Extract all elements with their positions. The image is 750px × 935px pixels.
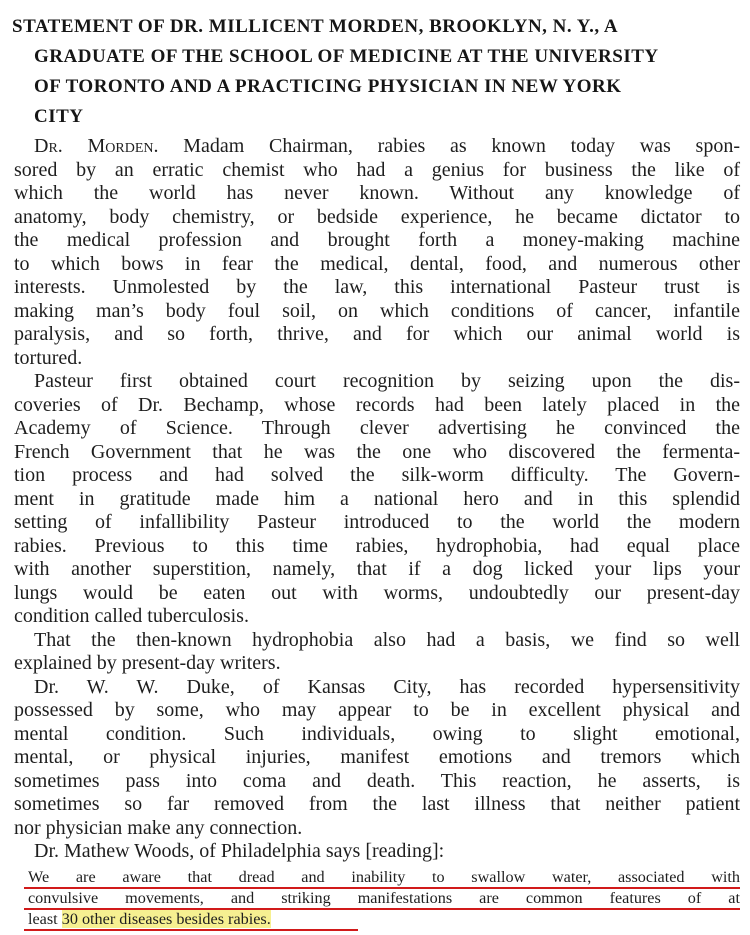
- paragraph-hydrophobia: [14, 629, 740, 676]
- paragraph-line: condition called tuberculosis.: [14, 605, 249, 627]
- paragraph-line: lungs would be eaten out with worms, undoubtedly our present-day: [14, 581, 740, 604]
- speaker-name: Dr. Morden.: [34, 135, 159, 157]
- paragraph-line: Academy of Science. Through clever advertising he convinced the: [14, 417, 740, 439]
- paragraph-line: tion process and had solved the silk-worm difficulty. The Govern-: [14, 464, 740, 486]
- paragraph-line: sometimes so far removed from the last illness that neither patient: [14, 793, 740, 815]
- paragraph-line: with another superstition, namely, that if a dog licked your lips your: [14, 558, 740, 580]
- paragraph-woods: [14, 840, 740, 864]
- paragraph-line: sored by an erratic chemist who had a genius for business the like of: [14, 158, 740, 181]
- paragraph-line: That the then-known hydrophobia also had a basis, we find so well: [34, 628, 740, 651]
- paragraph-line: rabies. Previous to this time rabies, hydrophobia, had equal place: [14, 534, 740, 557]
- paragraph-line: interests. Unmolested by the law, this international Pasteur trust is: [14, 276, 740, 298]
- paragraph-line: possessed by some, who may appear to be in excellent physical and: [14, 699, 740, 721]
- quote-line: [28, 909, 740, 930]
- paragraph-line: to which bows in fear the medical, dental, food, and numerous other: [14, 252, 740, 275]
- quote-line: We are aware that dread and inability to swallow water, associated with: [28, 868, 740, 886]
- red-underline: [24, 929, 358, 931]
- paragraph-morden-intro: [14, 135, 740, 370]
- paragraph-line: explained by present-day writers.: [14, 652, 281, 674]
- paragraph-line: Madam Chairman, rabies as known today was spon-: [158, 135, 740, 157]
- paragraph-line: anatomy, body chemistry, or bedside experience, he became dictator to: [14, 205, 740, 228]
- highlighted-text: 30 other diseases besides rabies.: [61, 910, 271, 928]
- paragraph-line: mental, or physical injuries, manifest emotions and tremors which: [14, 746, 740, 768]
- paragraph-line: which the world has never known. Without any knowledge of: [14, 182, 740, 204]
- red-underline: [24, 908, 740, 910]
- red-underline: [24, 887, 740, 889]
- quoted-passage: [28, 867, 740, 930]
- paragraph-line: Pasteur first obtained court recognition by seizing upon the dis-: [34, 370, 740, 392]
- paragraph-line: paralysis, and so forth, thrive, and for which our animal world is: [14, 323, 740, 345]
- quote-text: least: [28, 910, 62, 928]
- heading-line: STATEMENT OF DR. MILLICENT MORDEN, BROOKLYN, N. Y., A: [12, 16, 619, 37]
- heading-line: OF TORONTO AND A PRACTICING PHYSICIAN IN NEW YORK: [34, 76, 622, 97]
- statement-heading: [12, 12, 738, 132]
- heading-line: GRADUATE OF THE SCHOOL OF MEDICINE AT THE UNIVERSITY: [34, 46, 659, 67]
- paragraph-line: coveries of Dr. Bechamp, whose records had been lately placed in the: [14, 393, 740, 416]
- paragraph-line: ment in gratitude made him a national hero and in this splendid: [14, 487, 740, 510]
- paragraph-line: French Government that he was the one who discovered the fermenta-: [14, 440, 740, 463]
- paragraph-line: nor physician make any connection.: [14, 816, 303, 839]
- paragraph-duke: [14, 676, 740, 841]
- paragraph-line: tortured.: [14, 346, 83, 369]
- paragraph-pasteur: [14, 370, 740, 629]
- paragraph-line: Dr. W. W. Duke, of Kansas City, has recorded hypersensitivity: [34, 675, 740, 698]
- statement-body: [14, 135, 740, 864]
- paragraph-line: mental condition. Such individuals, owing to slight emotional,: [14, 722, 740, 745]
- quote-line: convulsive movements, and striking manifestations are common features of at: [28, 889, 740, 907]
- paragraph-line: Dr. Mathew Woods, of Philadelphia says [reading]:: [34, 840, 445, 862]
- paragraph-line: the medical profession and brought forth a money-making machine: [14, 229, 740, 251]
- heading-line: CITY: [34, 106, 84, 127]
- paragraph-line: setting of infallibility Pasteur introduced to the world the modern: [14, 511, 740, 533]
- paragraph-line: sometimes pass into coma and death. This reaction, he asserts, is: [14, 769, 740, 792]
- paragraph-line: making man’s body foul soil, on which conditions of cancer, infantile: [14, 299, 740, 322]
